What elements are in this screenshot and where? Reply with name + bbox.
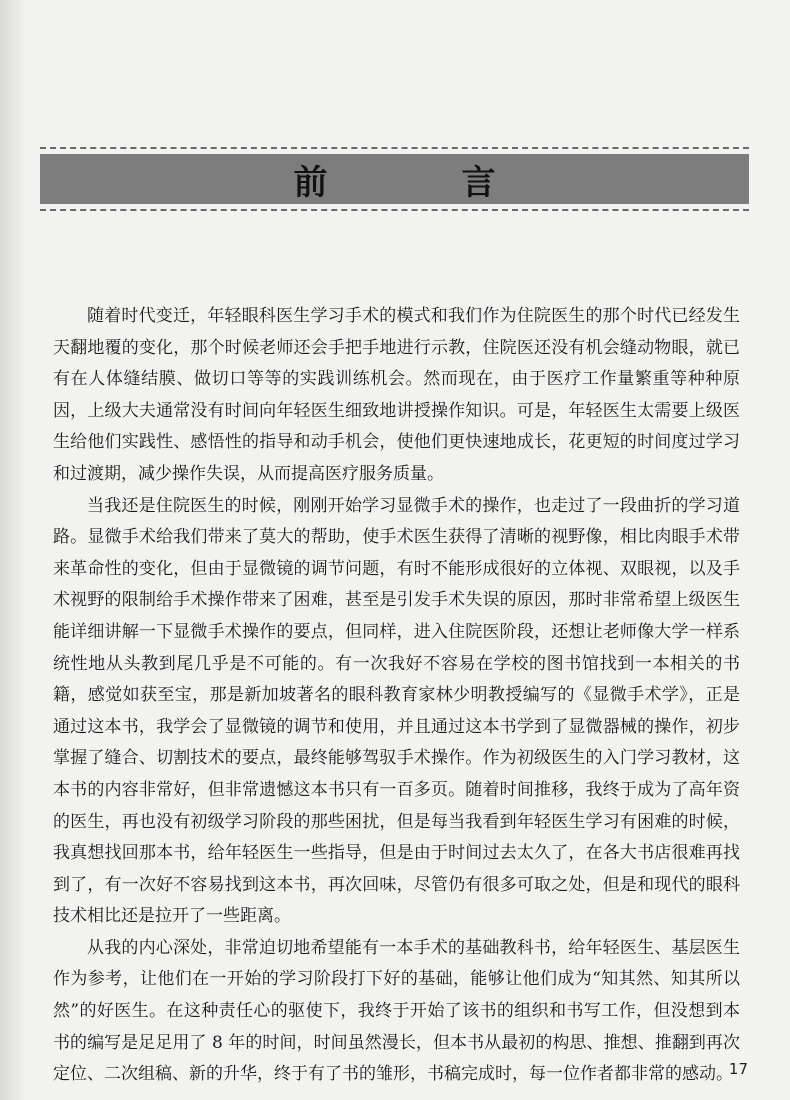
paragraph: 当我还是住院医生的时候，刚刚开始学习显微手术的操作，也走过了一段曲折的学习道路。显微手术给我们带来了莫大的帮助，使手术医生获得了清晰的视野像，相比肉眼手术带来革命性的变化，但由于显微镜的调节问题，有时不能形成很好的立体视、双眼视，以及手术视野的限制给手术操作带来了困难，甚至是引发手术失误的原因，那时非常希望上级医生能详细讲解一下显微手术操作的要点，但同样，进入住院医阶段，还想让老师像大学一样系统性地从头教到尾几乎是不可能的。有一次我好不容易在学校的图书馆找到一本相关的书籍，感觉如获至宝，那是新加坡著名的眼科教育家林少明教授编写的《显微手术学》，正是通过这本书，我学会了显微镜的调节和使用，并且通过这本书学到了显微器械的操作，初步掌握了缝合、切割技术的要点，最终能够驾驭手术操作。作为初级医生的入门学习教材，这本书的内容非常好，但非常遗憾这本书只有一百多页。随着时间推移，我终于成为了高年资的医生，再也没有初级学习阶段的那些困扰，但是每当我看到年轻医生学习有困难的时候，我真想找回那本书，给年轻医生一些指导，但是由于时间过去太久了，在各大书店很难再找到了，有一次好不容易找到这本书，再次回味，尽管仍有很多可取之处，但是和现代的眼科技术相比还是拉开了一些距离。: [53, 495, 740, 927]
paragraph: 从我的内心深处，非常迫切地希望能有一本手术的基础教科书，给年轻医生、基层医生作为参考，让他们在一开始的学习阶段打下好的基础，能够让他们成为“知其然、知其所以然”的好医生。在这种责任心的驱使下，我终于开始了该书的组织和书写工作，但没想到本书的编写是足足用了 8 年的时间，时间虽然漫长，但本书从最初的构思、推想、推翻到再次定位、二次组稿、新的升华，终于有了书的雏形，书稿完成时，每一位作者都非常的感动。: [53, 937, 740, 1085]
paragraph: 随着时代变迁，年轻眼科医生学习手术的模式和我们作为住院医生的那个时代已经发生天翻地覆的变化，那个时候老师还会手把手地进行示教，住院医还没有机会缝动物眼，就已有在人体缝结膜、做切口等等的实践训练机会。然而现在，由于医疗工作量繁重等种种原因，上级大夫通常没有时间向年轻医生细致地讲授操作知识。可是，年轻医生太需要上级医生给他们实践性、感悟性的指导和动手机会，使他们更快速地成长，花更短的时间度过学习和过渡期，减少操作失误，从而提高医疗服务质量。: [53, 306, 740, 484]
chapter-title: 前 言: [293, 162, 546, 203]
page-number: 17: [728, 1060, 748, 1078]
chapter-title-bar: [40, 154, 749, 204]
chapter-title-band: [40, 147, 749, 211]
preface-body: [53, 301, 740, 1091]
